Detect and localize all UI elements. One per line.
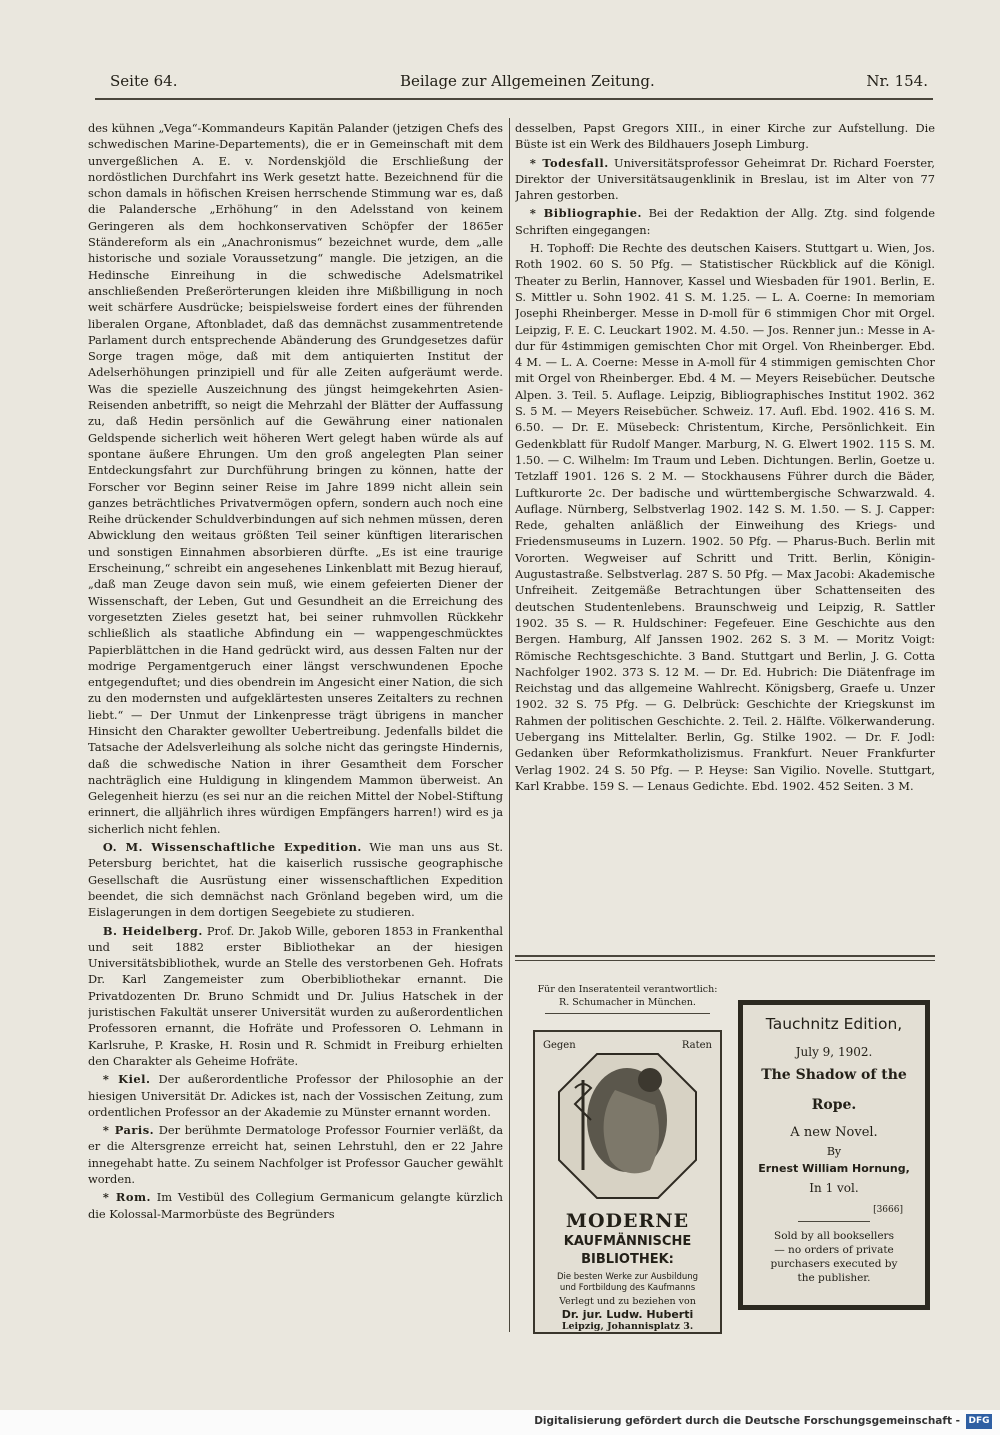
right-column: [515, 120, 935, 948]
article-expedition: [88, 839, 503, 920]
imprint-responsible: R. Schumacher in München.: [559, 997, 696, 1008]
ad-rule: [798, 1221, 870, 1222]
article-body: Im Vestibül des Collegium Germanicum gelangte kürzlich die Kolossal-Marmorbüste des Begründers: [88, 1190, 503, 1221]
ad-sales-line: the publisher.: [797, 1272, 871, 1284]
footer-credit: Digitalisierung gefördert durch die Deutsche Forschungsgemeinschaft -: [534, 1415, 960, 1427]
left-column: [88, 120, 503, 1332]
ad-kaufmaennische-bibliothek: [533, 1030, 722, 1334]
article-heading: * Paris.: [102, 1123, 155, 1138]
article-heading: * Kiel.: [102, 1072, 151, 1087]
ad-title: KAUFMÄNNISCHE: [563, 1234, 692, 1249]
ad-corner-label: Gegen: [543, 1040, 576, 1051]
ad-volume: In 1 vol.: [809, 1181, 859, 1195]
ad-title: MODERNE: [565, 1210, 690, 1232]
ad-sales-line: — no orders of private: [774, 1244, 894, 1256]
ad-publisher: Dr. jur. Ludw. Huberti: [561, 1308, 694, 1321]
ad-sales-note: [743, 1229, 925, 1285]
section-rule-1: [515, 955, 935, 957]
article-hedin: des kühnen „Vega“-Kommandeurs Kapitän Palander (jetzigen Chefs des schwedischen Marine-Departements), die er in Gemeinschaft mit dem unvergeßlichen A. E. v. Nordenskjöld die Erschließung der nordöstlichen Durchfahrt ins Werk gesetzt hatte. Bezeichnend für die schon damals in höfischen Kreisen herrschende Stimmung war es, daß die Palandersche „Erhöhung“ in den Adelsstand von keinem Geringeren als dem hochkonservativen Schöpfer der 1865er Ständereform als ein „Anachronismus“ bezeichnet wurde, dem „alle historische und soziale Voraussetzung“ mangle. Die jetzigen, an die Hedinsche Einreihung in die schwedische Adelsmatrikel anschließenden Preßerörterungen kleiden ihre Mißbilligung in noch weit schärfere Ausdrücke; beispielsweise fordert eines der führenden liberalen Organe, Aftonbladet, daß das demnächst zusammentretende Parlament durch entsprechende Abänderung des Grundgesetzes dafür Sorge tragen möge, daß mit dem antiquierten Institut der Adelserhöhungen prinzipiell und für alle Zeiten aufgeräumt werde. Was die spezielle Auszeichnung des jüngst heimgekehrten Asien-Reisenden anbetrifft, so neigt die Mehrzahl der Blätter der Auffassung zu, daß Hedin persönlich auf die Gewährung einer nationalen Geldspende sicherlich weit höheren Wert gelegt haben würde als auf spontane äußere Ehrungen. Um den groß angelegten Plan seiner Entdeckungsfahrt zur Durchführung bringen zu können, hatte der Forscher vor Beginn seiner Reise im Jahre 1899 nicht allein sein ganzes beträchtliches Privatvermögen opfern, sondern auch noch eine Reihe drückender Schuldverbindungen auf sich nehmen müssen, deren Abwicklung den weitaus größten Teil seiner künftigen literarischen und sonstigen Einnahmen absorbieren dürfte. „Es ist eine traurige Erscheinung,“ schreibt ein angesehenes Linkenblatt mit Bezug hierauf, „daß man Zeuge davon sein muß, wie einem gefeierten Diener der Wissenschaft, der Leben, Gut und Gesundheit an die Erreichung des vorgesetzten Zieles gesetzt hat, bei seiner ruhmvollen Rückkehr schließlich als staatliche Abfindung ein — wappengeschmücktes Papierblättchen in die Hand gedrückt wird, aus dessen Falten nur der modrige Pergamentgeruch einer längst verschwundenen Epoche entgegenduftet; und dies obendrein im Angesicht einer Nation, die sich zu den modernsten und aufgeklärtesten unseres Zeitalters zu rechnen liebt.“ — Der Unmut der Linkenpresse trägt übrigens in mancher Hinsicht den Charakter gewollter Uebertreibung. Jedenfalls bildet die Tatsache der Adelsverleihung als solche nicht das geringste Hindernis, daß die schwedische Nation in ihrer Gesamtheit dem Forscher nachträglich eine Huldigung in klingendem Mammon überweist. An Gelegenheit hierzu (es sei nur an die reichen Mittel der Nobel-Stiftung erinnert, die alljährlich ihres würdigen Empfängers harren!) wird es ja sicherlich nicht fehlen.: [88, 121, 503, 836]
ad-corner-label: Raten: [681, 1040, 712, 1051]
digitization-footer: [0, 1410, 1000, 1435]
ad-subtitle: Die besten Werke zur Ausbildung: [556, 1272, 699, 1282]
column-divider: [509, 118, 510, 1332]
article-heading: B. Heidelberg.: [102, 923, 203, 938]
ad-by-label: By: [826, 1145, 842, 1158]
ad-sales-line: Sold by all booksellers: [774, 1230, 894, 1242]
page-header: [110, 72, 928, 96]
article-rom-continued: desselben, Papst Gregors XIII., in einer Kirche zur Aufstellung. Die Büste ist ein Werk des Bildhauers Joseph Limburg.: [515, 121, 935, 152]
ad-address: Leipzig, Johannisplatz 3.: [561, 1321, 694, 1332]
issue-number: Nr. 154.: [866, 72, 928, 90]
article-body: Bei der Redaktion der Allg. Ztg. sind folgende Schriften eingegangen:: [515, 206, 935, 237]
header-rule: [95, 98, 933, 100]
ad-tauchnitz-edition: [738, 1000, 930, 1310]
ad-date: July 9, 1902.: [795, 1045, 873, 1059]
publication-title: Beilage zur Allgemeinen Zeitung.: [400, 72, 655, 90]
article-bibliographie: [515, 205, 935, 238]
article-heading: * Bibliographie.: [529, 206, 642, 221]
article-body: Der außerordentliche Professor der Philosophie an der hiesigen Universität Dr. Adickes ist, nach der Vossischen Zeitung, zum ordentlichen Professor an der Akademie zu Münster ernannt worden.: [88, 1072, 503, 1119]
ad-code: [3666]: [873, 1205, 903, 1215]
article-heading: O. M. Wissenschaftliche Expedition.: [102, 840, 362, 855]
imprint-line: Für den Inseratenteil verantwortlich:: [537, 984, 718, 995]
imprint-rule: [545, 1013, 710, 1014]
dfg-logo-icon: DFG: [966, 1414, 992, 1429]
ad-title: BIBLIOTHEK:: [581, 1252, 674, 1267]
ad-title: Tauchnitz Edition,: [765, 1015, 903, 1033]
ad-sales-line: purchasers executed by: [770, 1258, 898, 1270]
bibliography-list: H. Tophoff: Die Rechte des deutschen Kaisers. Stuttgart u. Wien, Jos. Roth 1902. 60 S. 50 Pfg. — Statistischer Rückblick auf die Königl. Theater zu Berlin, Hannover, Kassel und Wiesbaden für 1901. Berlin, E. S. Mittler u. Sohn 1902. 41 S. M. 1.25. — L. A. Coerne: In memoriam Josephi Rheinberger. Messe in D-moll für 6 stimmigen Chor mit Orgel. Leipzig, F. E. C. Leuckart 1902. M. 4.50. — Jos. Renner jun.: Messe in A-dur für 4stimmigen gemischten Chor mit Orgel. Von Rheinberger. Ebd. 4 M. — L. A. Coerne: Messe in A-moll für 4 stimmigen gemischten Chor mit Orgel von Rheinberger. Ebd. 4 M. — Meyers Reisebücher. Deutsche Alpen. 3. Teil. 5. Auflage. Leipzig, Bibliographisches Institut 1902. 362 S. 5 M. — Meyers Reisebücher. Schweiz. 17. Aufl. Ebd. 1902. 416 S. M. 6.50. — Dr. E. Müsebeck: Christentum, Kirche, Persönlichkeit. Ein Gedenkblatt für Rudolf Manger. Marburg, N. G. Elwert 1902. 115 S. M. 1.50. — C. Wilhelm: Im Traum und Leben. Dichtungen. Berlin, Goetze u. Tetzlaff 1901. 126 S. 2 M. — Stockhausens Führer durch die Bäder, Luftkurorte 2c. Der badische und württembergische Schwarzwald. 4. Auflage. Nürnberg, Selbstverlag 1902. 142 S. M. 1.50. — S. J. Capper: Rede, gehalten anläßlich der Einweihung des Kriegs- und Friedensmuseums in Luzern. 1902. 50 Pfg. — Pharus-Buch. Berlin mit Vororten. Wegweiser auf Schritt und Tritt. Berlin, Königin-Augustastraße. Selbstverlag. 287 S. 50 Pfg. — Max Jacobi: Akademische Unfreiheit. Zeitgemäße Betrachtungen über Schattenseiten des deutschen Studentenlebens. Braunschweig und Leipzig, R. Sattler 1902. 35 S. — R. Huldschiner: Fegefeuer. Eine Geschichte aus den Bergen. Hamburg, Alf Janssen 1902. 262 S. 3 M. — Moritz Voigt: Römische Rechtsgeschichte. 3 Band. Stuttgart und Berlin, J. G. Cotta Nachfolger 1902. 373 S. 12 M. — Dr. Ed. Hubrich: Die Diätenfrage im Reichstag und das allgemeine Wahlrecht. Königsberg, Graefe u. Unzer 1902. 32 S. 75 Pfg. — G. Delbrück: Geschichte der Kriegskunst im Rahmen der politischen Geschichte. 2. Teil. 2. Hälfte. Völkerwanderung. Uebergang ins Mittelalter. Berlin, Gg. Stilke 1902. — Dr. F. Jodl: Gedanken über Reformkatholizismus. Frankfurt. Neuer Frankfurter Verlag 1902. 24 S. 50 Pfg. — P. Heyse: San Vigilio. Novelle. Stuttgart, Karl Krabbe. 159 S. — Lenaus Gedichte. Ebd. 1902. 452 Seiten. 3 M.: [515, 241, 935, 793]
article-body: Wie man uns aus St. Petersburg berichtet, hat die kaiserlich russische geographische Gesellschaft die Ausrüstung einer wissenschaftlichen Expedition beendet, die sich demnächst nach Grönland begeben wird, um die Eislagerungen in dem dortigen Seegebiete zu studieren.: [88, 840, 503, 920]
ad-book-title: The Shadow of the: [761, 1067, 907, 1083]
ad-author: Ernest William Hornung,: [758, 1162, 910, 1175]
article-body: Der berühmte Dermatologe Professor Fournier verläßt, da er die Altersgrenze erreicht hat, seinen Lehrstuhl, den er 22 Jahre innegehabt hatte. Zu seinem Nachfolger ist Professor Gaucher gewählt worden.: [88, 1123, 503, 1186]
imprint: [520, 983, 735, 1009]
ad-novel-label: A new Novel.: [790, 1125, 878, 1140]
mercury-figure-icon: [555, 1050, 700, 1202]
article-heading: * Todesfall.: [529, 155, 609, 170]
article-paris: [88, 1122, 503, 1187]
ad-book-title: Rope.: [811, 1097, 857, 1113]
section-rule-2: [515, 960, 935, 961]
article-todesfall: [515, 155, 935, 204]
article-kiel: [88, 1071, 503, 1120]
article-heidelberg: [88, 923, 503, 1070]
article-rom: [88, 1189, 503, 1222]
ad-publisher-note: Verlegt und zu beziehen von: [559, 1296, 696, 1307]
ad-subtitle: und Fortbildung des Kaufmanns: [559, 1283, 696, 1293]
article-body: Universitätsprofessor Geheimrat Dr. Richard Foerster, Direktor der Universitätsaugenklinik in Breslau, ist im Alter von 77 Jahren gestorben.: [515, 155, 935, 203]
page-number: Seite 64.: [110, 72, 178, 90]
article-heading: * Rom.: [102, 1190, 151, 1205]
article-body: Prof. Dr. Jakob Wille, geboren 1853 in Frankenthal und seit 1882 erster Bibliothekar an der hiesigen Universitätsbibliothek, wurde an Stelle des verstorbenen Geh. Hofrats Dr. Karl Zangemeister zum Oberbibliothekar ernannt. Die Privatdozenten Dr. Bruno Schmidt und Dr. Julius Hatschek in der juristischen Fakultät unserer Universität wurden zu außerordentlichen Professoren ernannt, die Hofräte und Professoren O. Lehmann in Karlsruhe, P. Kraske, H. Rosin und R. Schmidt in Freiburg erhielten den Charakter als Geheime Hofräte.: [88, 923, 503, 1068]
